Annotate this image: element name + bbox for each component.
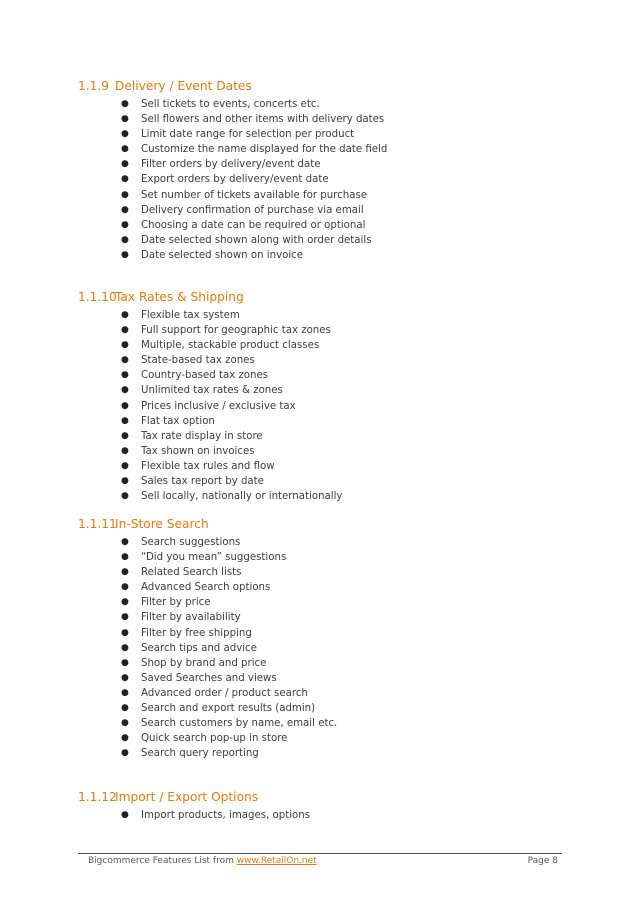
feature-list — [78, 97, 578, 263]
list-item: ● Multiple, stackable product classes — [78, 338, 578, 353]
section-title: In-Store Search — [115, 517, 209, 531]
bullet-icon: ● — [121, 718, 129, 729]
bullet-icon: ● — [121, 340, 129, 351]
section-title: Delivery / Event Dates — [115, 79, 252, 93]
bullet-icon: ● — [121, 114, 129, 125]
list-item: ● “Did you mean” suggestions — [78, 550, 578, 565]
section-heading — [78, 516, 578, 532]
bullet-icon: ● — [121, 612, 129, 623]
bullet-icon: ● — [121, 657, 129, 668]
bullet-icon: ● — [121, 234, 129, 245]
list-item: ● Set number of tickets available for purchase — [78, 188, 578, 203]
bullet-icon: ● — [121, 310, 129, 320]
bullet-icon: ● — [121, 672, 129, 683]
list-item: ● State-based tax zones — [78, 353, 578, 368]
list-item: ● Sell tickets to events, concerts etc. — [78, 97, 578, 112]
bullet-icon: ● — [121, 460, 129, 471]
bullet-icon: ● — [121, 552, 129, 563]
bullet-icon: ● — [121, 204, 129, 215]
section-tax-rates-shipping — [78, 289, 578, 504]
list-item: ● Country-based tax zones — [78, 368, 578, 383]
list-item: ● Advanced Search options — [78, 580, 578, 595]
list-item: ● Tax shown on invoices — [78, 444, 578, 459]
list-item: ● Search customers by name, email etc. — [78, 716, 578, 731]
list-item: ● Saved Searches and views — [78, 671, 578, 686]
bullet-icon: ● — [121, 400, 129, 411]
bullet-icon: ● — [121, 476, 129, 487]
list-item: ● Sell locally, nationally or internationally — [78, 489, 578, 504]
footer-link[interactable]: www.RetailOn.net — [236, 856, 317, 866]
list-item: ● Full support for geographic tax zones — [78, 323, 578, 338]
list-item: ● Flexible tax system — [78, 308, 578, 323]
bullet-icon: ● — [121, 174, 129, 185]
footer-divider — [78, 853, 562, 854]
feature-list — [78, 308, 578, 504]
list-item: ● Export orders by delivery/event date — [78, 172, 578, 187]
list-item: ● Tax rate display in store — [78, 429, 578, 444]
list-item: ● Delivery confirmation of purchase via email — [78, 203, 578, 218]
list-item: ● Quick search pop-up in store — [78, 731, 578, 746]
footer-text: Bigcommerce Features List from — [88, 856, 237, 866]
list-item: ● Date selected shown on invoice — [78, 248, 578, 263]
bullet-icon: ● — [121, 491, 129, 502]
section-in-store-search — [78, 516, 578, 761]
bullet-icon: ● — [121, 642, 129, 653]
bullet-icon: ● — [121, 430, 129, 441]
bullet-icon: ● — [121, 537, 129, 547]
list-item: ● Search suggestions — [78, 535, 578, 550]
list-item: ● Filter by free shipping — [78, 626, 578, 641]
bullet-icon: ● — [121, 249, 129, 260]
section-title: Tax Rates & Shipping — [115, 290, 244, 304]
list-item: ● Search query reporting — [78, 746, 578, 761]
list-item: ● Search and export results (admin) — [78, 701, 578, 716]
section-import-export-options — [78, 789, 578, 823]
bullet-icon: ● — [121, 597, 129, 608]
list-item: ● Advanced order / product search — [78, 686, 578, 701]
bullet-icon: ● — [121, 99, 129, 109]
list-item: ● Sales tax report by date — [78, 474, 578, 489]
bullet-icon: ● — [121, 144, 129, 155]
bullet-icon: ● — [121, 355, 129, 366]
bullet-icon: ● — [121, 582, 129, 593]
list-item: ● Shop by brand and price — [78, 656, 578, 671]
bullet-icon: ● — [121, 159, 129, 170]
list-item: ● Sell flowers and other items with delivery dates — [78, 112, 578, 127]
section-heading — [78, 289, 578, 305]
bullet-icon: ● — [121, 445, 129, 456]
section-title: Import / Export Options — [115, 790, 259, 804]
feature-list — [78, 808, 578, 823]
page-number: Page 8 — [527, 856, 558, 866]
bullet-icon: ● — [121, 129, 129, 140]
list-item: ● Import products, images, options — [78, 808, 578, 823]
bullet-icon: ● — [121, 627, 129, 638]
feature-list — [78, 535, 578, 761]
section-heading — [78, 789, 578, 805]
section-number: 1.1.9 — [78, 79, 110, 93]
list-item: ● Date selected shown along with order details — [78, 233, 578, 248]
section-delivery-event-dates — [78, 78, 578, 263]
list-item: ● Prices inclusive / exclusive tax — [78, 399, 578, 414]
bullet-icon: ● — [121, 567, 129, 578]
bullet-icon: ● — [121, 733, 129, 744]
list-item: ● Related Search lists — [78, 565, 578, 580]
section-heading — [78, 78, 578, 94]
page-footer — [88, 856, 558, 866]
bullet-icon: ● — [121, 370, 129, 381]
bullet-icon: ● — [121, 687, 129, 698]
section-number: 1.1.10 — [78, 290, 117, 304]
list-item: ● Filter by availability — [78, 610, 578, 625]
bullet-icon: ● — [121, 703, 129, 714]
bullet-icon: ● — [121, 189, 129, 200]
bullet-icon: ● — [121, 748, 129, 759]
section-number: 1.1.12 — [78, 790, 117, 804]
bullet-icon: ● — [121, 415, 129, 426]
section-number: 1.1.11 — [78, 517, 117, 531]
list-item: ● Limit date range for selection per product — [78, 127, 578, 142]
list-item: ● Unlimited tax rates & zones — [78, 383, 578, 398]
list-item: ● Flexible tax rules and flow — [78, 459, 578, 474]
list-item: ● Flat tax option — [78, 414, 578, 429]
bullet-icon: ● — [121, 385, 129, 396]
list-item: ● Search tips and advice — [78, 641, 578, 656]
bullet-icon: ● — [121, 325, 129, 336]
list-item: ● Filter by price — [78, 595, 578, 610]
list-item: ● Customize the name displayed for the date field — [78, 142, 578, 157]
bullet-icon: ● — [121, 219, 129, 230]
list-item: ● Filter orders by delivery/event date — [78, 157, 578, 172]
list-item: ● Choosing a date can be required or optional — [78, 218, 578, 233]
bullet-icon: ● — [121, 810, 129, 820]
